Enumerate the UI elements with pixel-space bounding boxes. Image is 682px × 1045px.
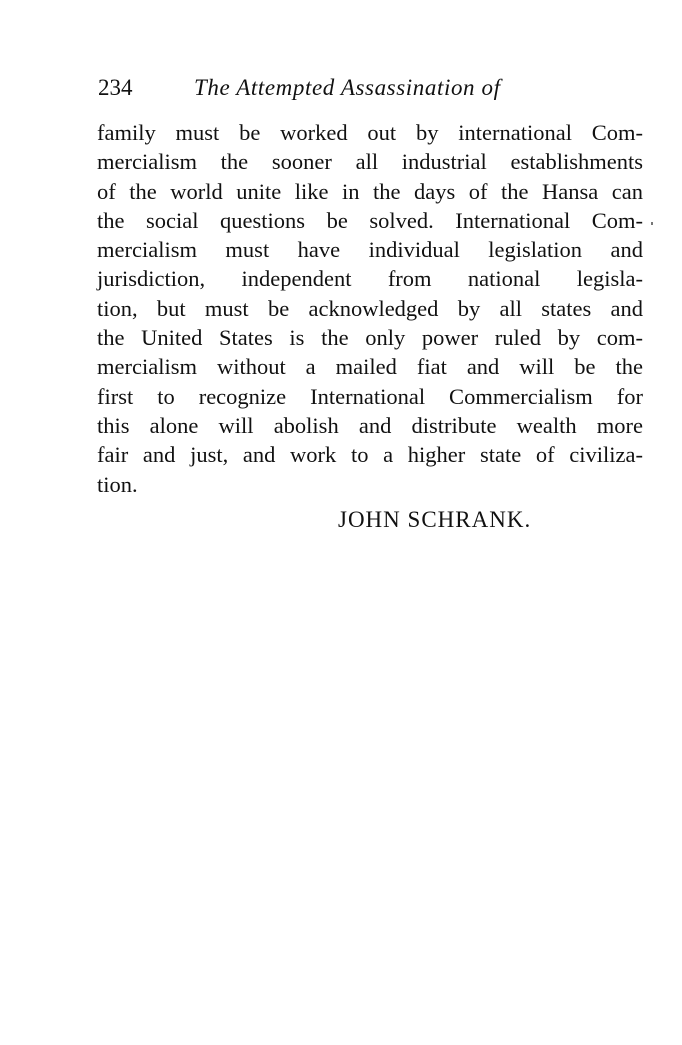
signature: JOHN SCHRANK. (338, 507, 532, 532)
text-line: tion, but must be acknowledged by all states and (97, 295, 643, 321)
page-number: 234 (98, 75, 133, 100)
running-title: The Attempted Assassination of (194, 75, 501, 100)
text-line: of the world unite like in the days of the Hansa can (97, 178, 643, 204)
text-line: the United States is the only power ruled by com- (97, 325, 643, 351)
text-line: the social questions be solved. International Com- (97, 207, 643, 233)
scan-speck (651, 222, 653, 225)
text-line: mercialism must have individual legislation and (97, 237, 643, 263)
text-line: mercialism the sooner all industrial establishments (97, 149, 643, 175)
text-line: fair and just, and work to a higher state of civiliza- (97, 442, 643, 468)
text-line: jurisdiction, independent from national legisla- (97, 266, 643, 292)
text-line: first to recognize International Commercialism for (97, 383, 643, 409)
body-paragraph (97, 118, 643, 499)
text-line: family must be worked out by international Com- (97, 120, 643, 145)
text-line: tion. (97, 471, 138, 497)
text-line: this alone will abolish and distribute wealth more (97, 412, 643, 438)
text-line: mercialism without a mailed fiat and will be the (97, 354, 643, 380)
running-head (98, 72, 558, 104)
